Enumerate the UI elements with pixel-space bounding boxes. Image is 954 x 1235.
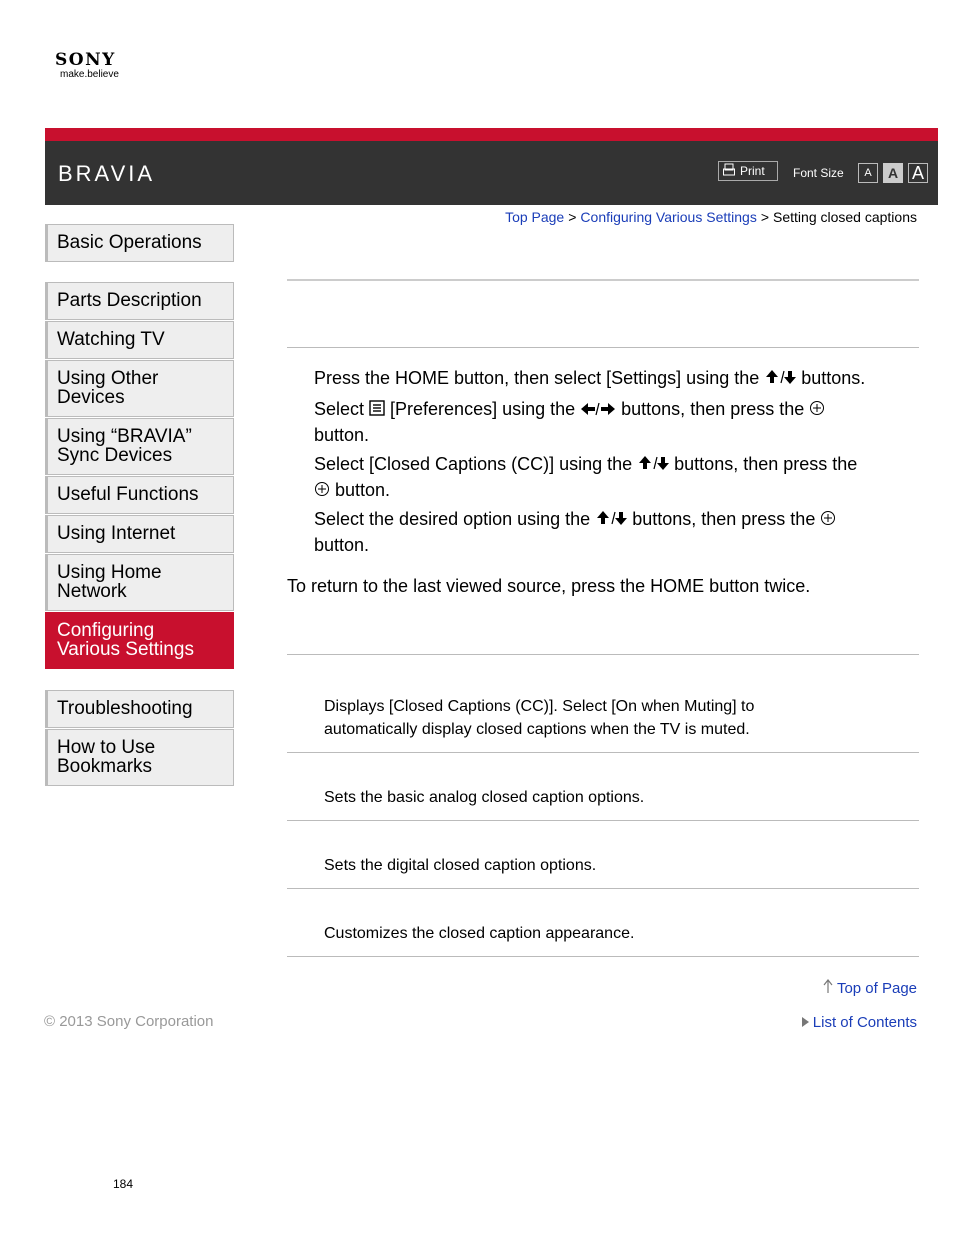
divider	[287, 752, 919, 753]
sidebar-item-label: Watching TV	[57, 329, 165, 350]
product-logo: BRAVIA	[58, 161, 156, 186]
step-text: Select [Closed Captions (CC)] using the	[314, 454, 638, 474]
font-size-large-button[interactable]: A	[908, 163, 928, 183]
sidebar-item-label: Sync Devices	[57, 445, 173, 466]
divider	[287, 888, 919, 889]
divider	[287, 279, 919, 281]
sidebar-item-using-internet[interactable]	[45, 515, 234, 553]
sidebar-item-using-other-devices[interactable]	[45, 360, 234, 417]
breadcrumb-configuring[interactable]: Configuring Various Settings	[580, 209, 757, 225]
triangle-right-icon	[802, 1014, 809, 1031]
option-description: Sets the basic analog closed caption options.	[324, 789, 645, 806]
enter-button-icon	[809, 398, 825, 423]
option-description: Customizes the closed caption appearance.	[324, 925, 635, 942]
enter-button-icon	[820, 508, 836, 533]
step-1	[314, 366, 914, 392]
step-4	[314, 507, 914, 558]
step-text: buttons, then press the	[616, 399, 810, 419]
option-description: Sets the digital closed caption options.	[324, 857, 597, 874]
sidebar-item-label: Using Other	[57, 368, 159, 389]
option-description-line: Displays [Closed Captions (CC)]. Select [On when Muting] to	[324, 698, 755, 715]
step-text: Press the HOME button, then select [Settings] using the	[314, 368, 765, 388]
left-right-arrows-icon	[580, 398, 616, 423]
option-description-line: automatically display closed captions when the TV is muted.	[324, 721, 750, 738]
sidebar-item-label: Various Settings	[57, 639, 194, 660]
step-text: buttons, then press the	[627, 509, 821, 529]
return-note: To return to the last viewed source, press the HOME button twice.	[287, 576, 811, 596]
print-label: Print	[740, 164, 765, 178]
font-size-label: Font Size	[793, 166, 844, 180]
print-button[interactable]	[718, 161, 778, 181]
sidebar-item-parts-description[interactable]	[45, 282, 234, 320]
sidebar-item-label: Network	[57, 581, 127, 602]
sidebar-item-configuring-settings[interactable]	[45, 612, 234, 669]
breadcrumb-current: Setting closed captions	[773, 209, 917, 225]
divider	[287, 820, 919, 821]
top-of-page-label: Top of Page	[836, 979, 917, 997]
step-text: buttons.	[796, 368, 866, 388]
up-down-arrows-icon	[637, 453, 669, 478]
list-of-contents-link[interactable]	[802, 1014, 917, 1031]
sidebar-item-label: Devices	[57, 387, 125, 408]
step-2	[314, 397, 914, 448]
up-down-arrows-icon	[595, 508, 627, 533]
font-size-small-button[interactable]: A	[858, 163, 878, 183]
sidebar-item-bookmarks[interactable]	[45, 729, 234, 786]
divider	[287, 347, 919, 348]
breadcrumb-separator: >	[760, 209, 770, 225]
step-text: [Preferences] using the	[385, 399, 581, 419]
breadcrumb-top-page[interactable]: Top Page	[505, 209, 565, 225]
sidebar-item-bravia-sync[interactable]	[45, 418, 234, 475]
breadcrumb-separator: >	[568, 209, 577, 225]
sidebar-item-troubleshooting[interactable]	[45, 690, 234, 728]
enter-button-icon	[314, 479, 330, 504]
step-text: button.	[314, 424, 370, 445]
preferences-icon	[369, 398, 385, 423]
sidebar-item-label: Using “BRAVIA”	[57, 426, 192, 447]
print-icon	[723, 163, 735, 179]
up-down-arrows-icon	[764, 367, 796, 392]
up-arrow-icon	[823, 979, 833, 997]
step-text: buttons, then press the	[669, 454, 858, 474]
step-text: button.	[330, 479, 391, 500]
font-size-medium-button[interactable]: A	[883, 163, 903, 183]
step-3	[314, 452, 914, 504]
sidebar-item-label: Useful Functions	[57, 484, 199, 505]
step-text: button.	[314, 534, 370, 555]
sidebar-item-label: Troubleshooting	[57, 698, 193, 719]
sidebar-item-watching-tv[interactable]	[45, 321, 234, 359]
sidebar-item-label: Bookmarks	[57, 756, 153, 777]
breadcrumb	[505, 209, 917, 225]
page-number: 184	[113, 1177, 134, 1191]
top-of-page-link[interactable]	[823, 979, 917, 997]
sidebar-item-label: Configuring	[57, 620, 155, 641]
copyright: © 2013 Sony Corporation	[44, 1013, 214, 1030]
option-description	[324, 695, 884, 741]
sidebar-item-label: Using Home	[57, 562, 162, 583]
sidebar-item-home-network[interactable]	[45, 554, 234, 611]
list-of-contents-label: List of Contents	[812, 1014, 917, 1031]
sidebar-item-basic-operations[interactable]	[45, 224, 234, 262]
sidebar-item-label: Using Internet	[57, 523, 176, 544]
sidebar-item-useful-functions[interactable]	[45, 476, 234, 514]
step-text: Select the desired option using the	[314, 509, 596, 529]
step-text: Select	[314, 399, 370, 419]
sidebar-item-label: Basic Operations	[57, 232, 202, 253]
sidebar-item-label: Parts Description	[57, 290, 202, 311]
header-accent-bar	[45, 128, 938, 141]
sony-tagline: make.believe	[60, 69, 119, 80]
divider	[287, 654, 919, 655]
divider	[287, 956, 919, 957]
sony-logo: SONY	[55, 50, 116, 70]
sidebar-item-label: How to Use	[57, 737, 156, 758]
